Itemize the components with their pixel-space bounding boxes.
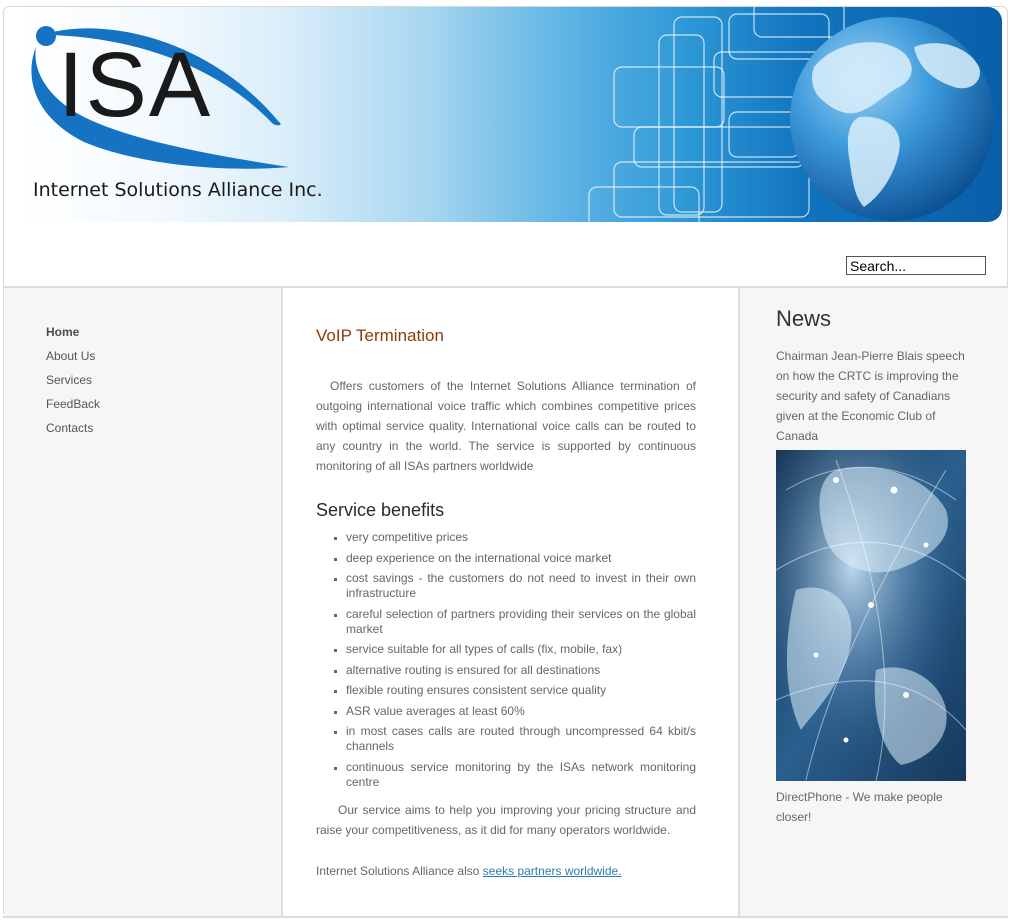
list-item: ▪ in most cases calls are routed through uncompressed 64 kbit/s channels — [346, 724, 696, 754]
news-image[interactable] — [776, 450, 966, 781]
list-item: ▪ service suitable for all types of calls (fix, mobile, fax) — [346, 642, 696, 657]
header-banner — [14, 7, 1002, 222]
list-item: ▪ ASR value averages at least 60% — [346, 704, 696, 719]
list-item: ▪ deep experience on the international voice market — [346, 551, 696, 566]
search-input[interactable] — [846, 256, 986, 275]
nav-item-feedback[interactable]: FeedBack — [46, 397, 101, 411]
list-item: ▪ cost savings - the customers do not need to invest in their own infrastructure — [346, 571, 696, 601]
partners-prefix: Internet Solutions Alliance also — [316, 864, 483, 878]
nav-item-services[interactable]: Services — [46, 373, 93, 387]
news-text[interactable]: Chairman Jean-Pierre Blais speech on how the CRTC is improving the security and safety of Canadians given at the Economic Club of Canada — [776, 349, 965, 443]
globe-network-image — [776, 450, 966, 781]
list-item: ▪ continuous service monitoring by the ISAs network monitoring centre — [346, 760, 696, 790]
intro-paragraph: Offers customers of the Internet Solutions Alliance termination of outgoing international voice traffic which combines competitive prices with optimal service quality. International voice calls can be routed to any country in the world. The service is supported by continuous monitoring of all ISAs partners worldwide — [316, 379, 696, 473]
main-nav — [46, 324, 100, 444]
list-item: ▪ very competitive prices — [346, 530, 696, 545]
footer-divider — [3, 916, 1008, 918]
company-name: Internet Solutions Alliance Inc. — [33, 179, 323, 201]
news-caption: DirectPhone - We make people closer! — [776, 790, 943, 824]
partners-line — [316, 861, 622, 881]
list-item: ▪ flexible routing ensures consistent service quality — [346, 683, 696, 698]
page-title: VoIP Termination — [316, 326, 444, 345]
benefits-list — [316, 530, 696, 795]
partners-link[interactable]: seeks partners worldwide. — [482, 864, 622, 878]
nav-item-home[interactable]: Home — [46, 325, 80, 339]
list-item: ▪ careful selection of partners providing their services on the global market — [346, 607, 696, 637]
outro-paragraph: Our service aims to help you improving your pricing structure and raise your competitiveness, as it did for many operators worldwide. — [316, 803, 696, 837]
logo-text: ISA — [58, 34, 213, 136]
list-item: ▪ alternative routing is ensured for all destinations — [346, 663, 696, 678]
benefits-heading: Service benefits — [316, 500, 445, 520]
nav-item-about-us[interactable]: About Us — [46, 349, 96, 363]
news-heading: News — [776, 306, 832, 331]
nav-item-contacts[interactable]: Contacts — [46, 421, 94, 435]
